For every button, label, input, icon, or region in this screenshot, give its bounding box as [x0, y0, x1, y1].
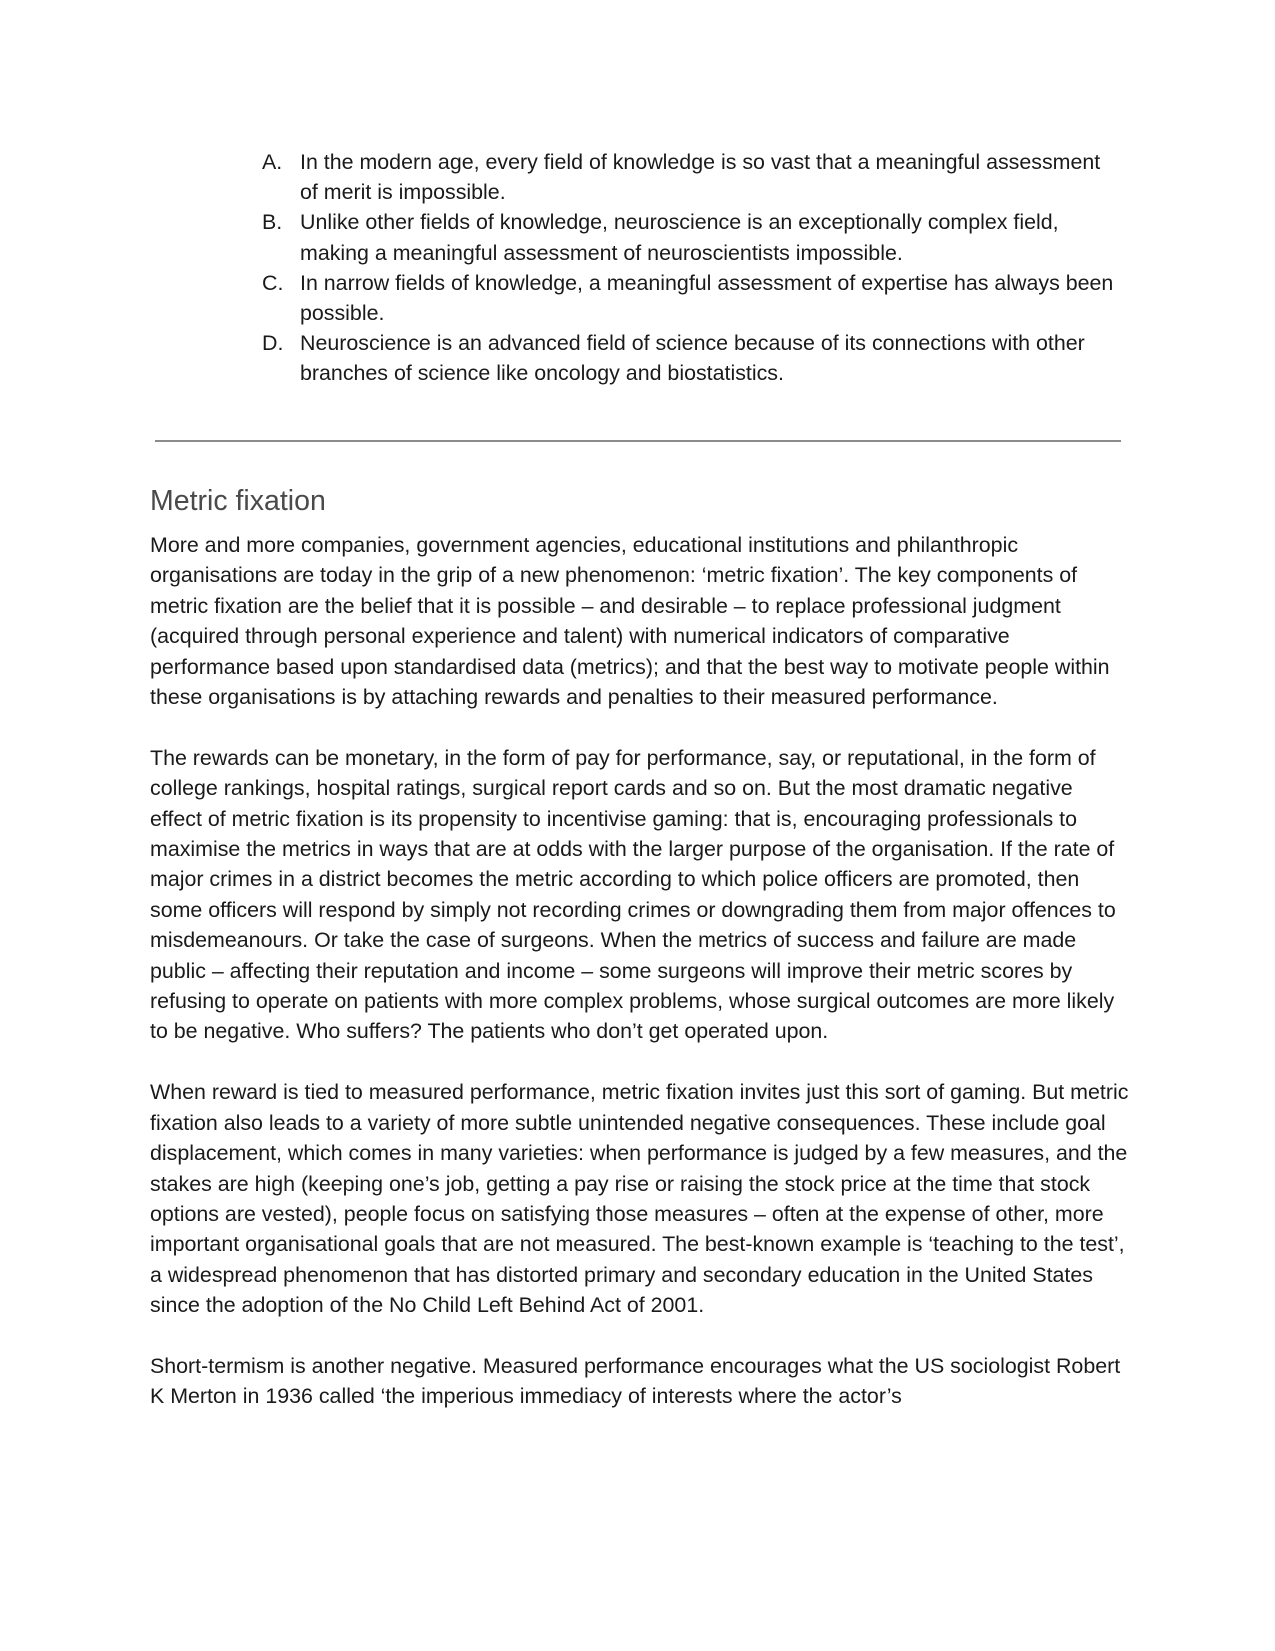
option-text: Neuroscience is an advanced field of science because of its connections with other branches of science like oncology and biostatistics.	[300, 331, 1085, 386]
option-text: Unlike other fields of knowledge, neuroscience is an exceptionally complex field, making a meaningful assessment of neuroscientists impossible.	[300, 210, 1059, 265]
paragraph-2: The rewards can be monetary, in the form of pay for performance, say, or reputational, in the form of college rankings, hospital ratings, surgical report cards and so on. But the most dramatic negative effect of metric fixation is its propensity to incentivise gaming: that is, encouraging professionals to maximise the metrics in ways that are at odds with the larger purpose of the organisation. If the rate of major crimes in a district becomes the metric according to which police officers are promoted, then some officers will respond by simply not recording crimes or downgrading them from major offences to misdemeanours. Or take the case of surgeons. When the metrics of success and failure are made public – affecting their reputation and income – some surgeons will improve their metric scores by refusing to operate on patients with more complex problems, whose surgical outcomes are more likely to be negative. Who suffers? The patients who don’t get operated upon.	[150, 745, 1116, 1044]
option-text: In narrow fields of knowledge, a meaningful assessment of expertise has always been possible.	[300, 270, 1114, 326]
paragraph-1: More and more companies, government agencies, educational institutions and philanthropic organisations are today in the grip of a new phenomenon: ‘metric fixation’. The key components of metric fixation are the belief that it is possible – and desirable – to replace professional judgment (acquired through personal experience and talent) with numerical indicators of comparative performance based upon standardised data (metrics); and that the best way to motivate people within these organisations is by attaching rewards and penalties to their measured performance.	[150, 533, 1110, 710]
option-letter: D.	[262, 331, 284, 356]
article-body	[150, 530, 1130, 1442]
answer-options-list	[258, 147, 1118, 389]
option-letter: B.	[262, 210, 283, 235]
answer-option-b	[258, 207, 1118, 267]
paragraph-3: When reward is tied to measured performance, metric fixation invites just this sort of gaming. But metric fixation also leads to a variety of more subtle unintended negative consequences. These include goal displacement, which comes in many varieties: when performance is judged by a few measures, and the stakes are high (keeping one’s job, getting a pay rise or raising the stock price at the time that stock options are vested), people focus on satisfying those measures – often at the expense of other, more important organisational goals that are not measured. The best-known example is ‘teaching to the test’, a widespread phenomenon that has distorted primary and secondary education in the United States since the adoption of the No Child Left Behind Act of 2001.	[150, 1080, 1129, 1318]
section-divider	[155, 440, 1121, 442]
answer-option-c	[258, 268, 1118, 328]
answer-option-a	[258, 147, 1118, 207]
option-text: In the modern age, every field of knowledge is so vast that a meaningful assessment of merit is impossible.	[300, 150, 1101, 205]
answer-option-d	[258, 328, 1118, 388]
option-letter: A.	[262, 150, 283, 174]
section-title: Metric fixation	[150, 485, 326, 517]
option-letter: C.	[262, 270, 284, 295]
paragraph-4: Short-termism is another negative. Measured performance encourages what the US sociologist Robert K Merton in 1936 called ‘the imperious immediacy of interests where the actor’s	[150, 1353, 1121, 1409]
